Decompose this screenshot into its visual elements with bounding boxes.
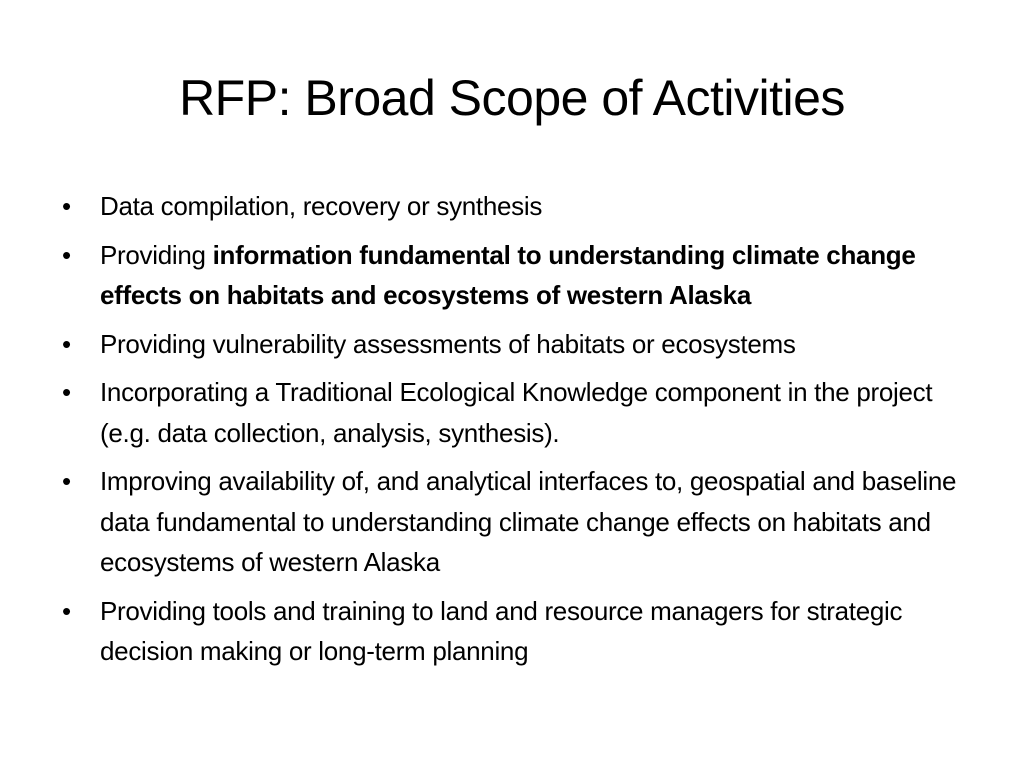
bullet-text: Providing vulnerability assessments of habitats or ecosystems [100,328,796,359]
bullet-text: Data compilation, recovery or synthesis [100,191,543,221]
list-item [62,324,977,365]
bullet-icon: • [62,328,71,359]
list-item [62,372,977,453]
bullet-text: Providing tools and training to land and resource managers for strategic decision making or long-term planning [100,595,903,666]
list-item [62,461,977,583]
bullet-text-emphasis: information fundamental to understanding climate change effects on habitats and ecosystems of western Alaska [100,239,916,310]
bullet-list [62,186,977,680]
bullet-icon: • [62,377,71,407]
list-item [62,591,977,672]
bullet-text-prefix: Providing [100,239,213,270]
bullet-text: Improving availability of, and analytical interfaces to, geospatial and baseline data fundamental to understanding climate change effects on habitats and ecosystems of western Alaska [100,466,957,577]
bullet-icon: • [62,466,71,496]
bullet-text: Incorporating a Traditional Ecological Knowledge component in the project (e.g. data collection, analysis, synthesis). [100,377,933,448]
bullet-icon: • [62,239,71,270]
slide-title: RFP: Broad Scope of Activities [179,70,845,126]
list-item [62,235,977,316]
bullet-icon: • [62,595,71,626]
list-item [62,186,977,227]
bullet-icon: • [62,191,71,221]
